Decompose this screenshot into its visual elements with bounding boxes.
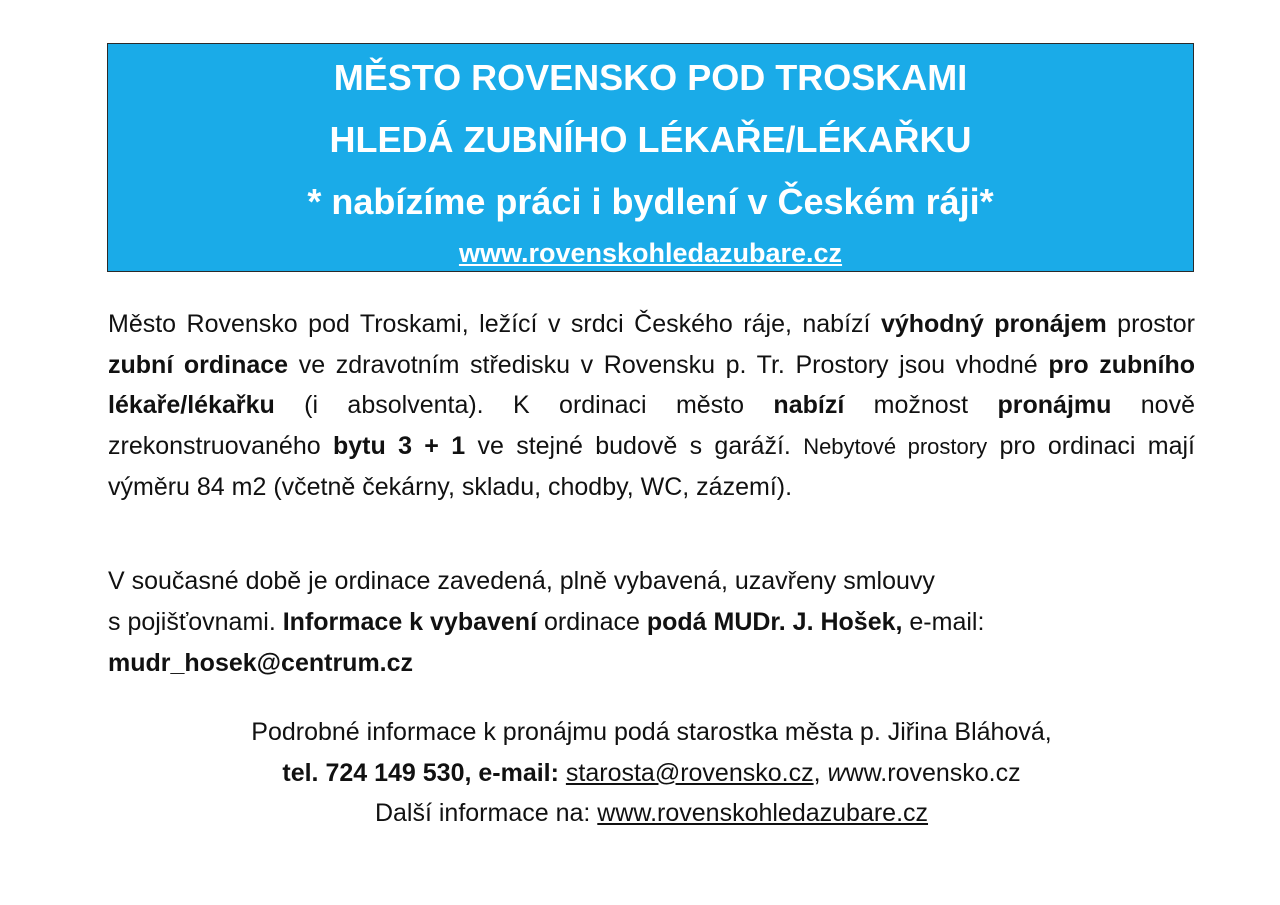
bold-segment: zubní ordinace — [108, 350, 289, 379]
contact-line-2 — [108, 753, 1195, 794]
text-segment: nově zrekonstruovaného — [108, 391, 1195, 460]
text-segment: možnost — [844, 391, 998, 419]
town-website[interactable]: ww.rovensko.cz — [845, 758, 1021, 787]
text-segment: ve stejné budově s garáží. — [465, 431, 804, 460]
small-text-segment: Nebytové prostory — [803, 433, 988, 459]
mayor-email-link[interactable]: starosta@rovensko.cz — [565, 758, 814, 787]
phone-email-label: tel. 724 149 530, e-mail: — [282, 758, 559, 787]
intro-paragraph — [108, 304, 1195, 508]
bold-segment: nabízí — [773, 391, 845, 419]
contact-line-1: Podrobné informace k pronájmu podá starostka města p. Jiřina Bláhová, — [251, 718, 1052, 746]
bold-segment: výhodný pronájem — [880, 310, 1107, 338]
text-segment: ve zdravotním středisku v Rovensku p. Tr. Prostory jsou vhodné — [288, 350, 1049, 379]
bold-segment: Informace k vybavení — [282, 608, 538, 636]
banner-title-line-1: MĚSTO ROVENSKO POD TROSKAMI — [333, 57, 968, 98]
more-info-label: Další informace na: — [374, 799, 598, 827]
text-segment: Město Rovensko pod Troskami, ležící v srdci Českého ráje, nabízí — [108, 310, 881, 338]
text-segment: pro ordinaci mají výměru 84 m2 (včetně čekárny, skladu, chodby, WC, zázemí). — [108, 431, 1196, 501]
banner-website-link[interactable]: www.rovenskohledazubare.cz — [458, 238, 843, 268]
text-segment: (i absolventa). K ordinaci město — [274, 391, 774, 419]
separator: , — [813, 758, 828, 787]
banner-title-line-2: HLEDÁ ZUBNÍHO LÉKAŘE/LÉKAŘKU — [329, 119, 972, 160]
bold-segment: pro zubního lékaře/lékařku — [108, 350, 1196, 419]
equipment-paragraph — [108, 561, 1195, 684]
bold-segment: bytu 3 + 1 — [332, 431, 466, 460]
banner-title-line-3: * nabízíme práci i bydlení v Českém ráji* — [307, 181, 994, 222]
doctor-email[interactable]: mudr_hosek@centrum.cz — [108, 649, 414, 677]
text-segment: e-mail: — [902, 608, 985, 636]
text-segment: prostor — [1106, 310, 1195, 338]
text-segment: s pojišťovnami. — [108, 608, 283, 636]
contact-line-3 — [108, 793, 1195, 834]
header-banner — [107, 43, 1194, 272]
bold-segment: pronájmu — [997, 391, 1112, 419]
contact-footer — [108, 712, 1195, 834]
footer-website-link[interactable]: www.rovenskohledazubare.cz — [597, 799, 929, 827]
text-segment: ordinace — [537, 608, 647, 636]
bold-segment: podá MUDr. J. Hošek, — [646, 608, 903, 636]
site-first-letter: w — [827, 758, 846, 787]
text-segment: V současné době je ordinace zavedená, plně vybavená, uzavřeny smlouvy — [108, 567, 935, 595]
